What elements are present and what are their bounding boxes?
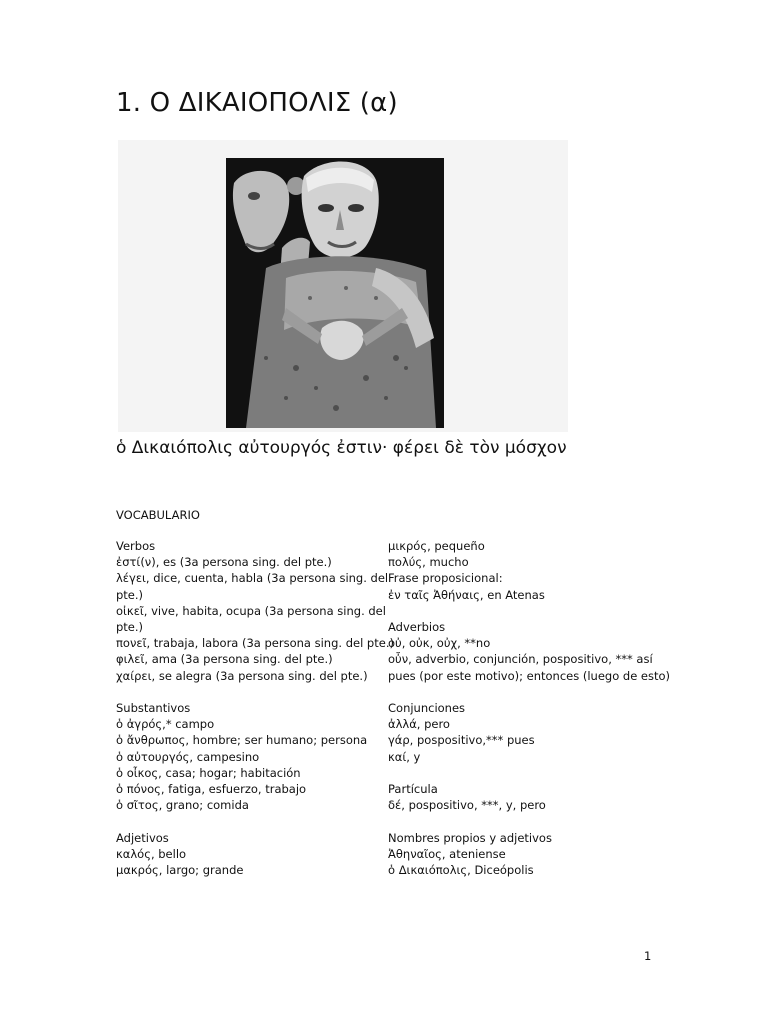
vocab-entry: δέ, pospositivo, ***, y, pero	[388, 798, 546, 813]
page-number: 1	[644, 949, 652, 963]
vocab-entry: οἰκεῖ, vive, habita, ocupa (3a persona sing. del	[116, 603, 386, 618]
adjectives-heading: Adjetivos	[116, 830, 169, 845]
vocab-entry: pte.)	[116, 620, 144, 635]
vocabulary-right-column	[388, 538, 671, 878]
vocab-entry: ὁ αὐτουργός, campesino	[116, 749, 260, 764]
vocab-entry: γάρ, pospositivo,*** pues	[388, 733, 535, 748]
vocab-entry: ὁ ἄνθρωπος, hombre; ser humano; persona	[116, 733, 368, 748]
vocab-entry: μακρός, largo; grande	[116, 863, 244, 878]
vocab-entry: φιλεῖ, ama (3a persona sing. del pte.)	[116, 652, 333, 667]
vocab-entry: πονεῖ, trabaja, labora (3a persona sing. del pte.)	[116, 636, 394, 651]
nouns-heading: Substantivos	[116, 701, 191, 716]
vocab-entry: pte.)	[116, 587, 144, 602]
vocab-entry: ὁ πόνος, fatiga, esfuerzo, trabajo	[116, 782, 307, 797]
vocab-entry: λέγει, dice, cuenta, habla (3a persona sing. del	[116, 571, 389, 586]
vocab-entry: ὁ σῖτος, grano; comida	[116, 798, 249, 813]
page-title: 1. Ο ΔΙΚΑΙΟΠΟΛΙΣ (α)	[116, 88, 398, 118]
vocab-entry: ἀλλά, pero	[388, 717, 450, 732]
greek-caption: ὁ Δικαιόπολις αὐτουργός ἐστιν· φέρει δὲ τὸν μόσχον	[116, 438, 567, 458]
vocab-entry: ἐν ταῖς Ἀθήναις, en Atenas	[388, 587, 545, 602]
adverbs-heading: Adverbios	[388, 620, 446, 634]
vocab-entry: pues (por este motivo); entonces (luego de esto)	[388, 668, 671, 683]
vocab-entry: καί, y	[388, 749, 421, 764]
prepositional-heading: Frase proposicional:	[388, 571, 503, 586]
figure-frame	[118, 140, 568, 432]
particle-heading: Partícula	[388, 782, 438, 796]
vocab-entry: χαίρει, se alegra (3a persona sing. del pte.)	[116, 668, 368, 683]
vocabulary-left-column	[116, 538, 394, 878]
verbs-heading: Verbos	[116, 539, 156, 553]
vocab-entry: μικρός, pequeño	[388, 539, 485, 553]
vocab-entry: ὁ ἀγρός,* campo	[116, 717, 215, 732]
conjunctions-heading: Conjunciones	[388, 701, 466, 715]
vocabulary-heading: VOCABULARIO	[116, 508, 200, 522]
vocab-entry: οὖν, adverbio, conjunción, pospositivo, *** así	[388, 652, 653, 667]
statue-man-carrying-calf-icon	[226, 158, 444, 428]
vocab-entry: πολύς, mucho	[388, 555, 469, 570]
vocab-entry: Ἀθηναῖος, ateniense	[388, 846, 506, 861]
vocab-entry: ὁ Δικαιόπολις, Diceópolis	[388, 863, 534, 877]
vocab-entry: καλός, bello	[116, 846, 187, 861]
vocab-entry: ὁ οἶκος, casa; hogar; habitación	[116, 765, 301, 780]
vocab-entry: ἐστί(ν), es (3a persona sing. del pte.)	[116, 555, 332, 570]
proper-names-heading: Nombres propios y adjetivos	[388, 830, 552, 845]
vocab-entry: οὐ, οὐκ, οὐχ, **no	[388, 636, 491, 651]
